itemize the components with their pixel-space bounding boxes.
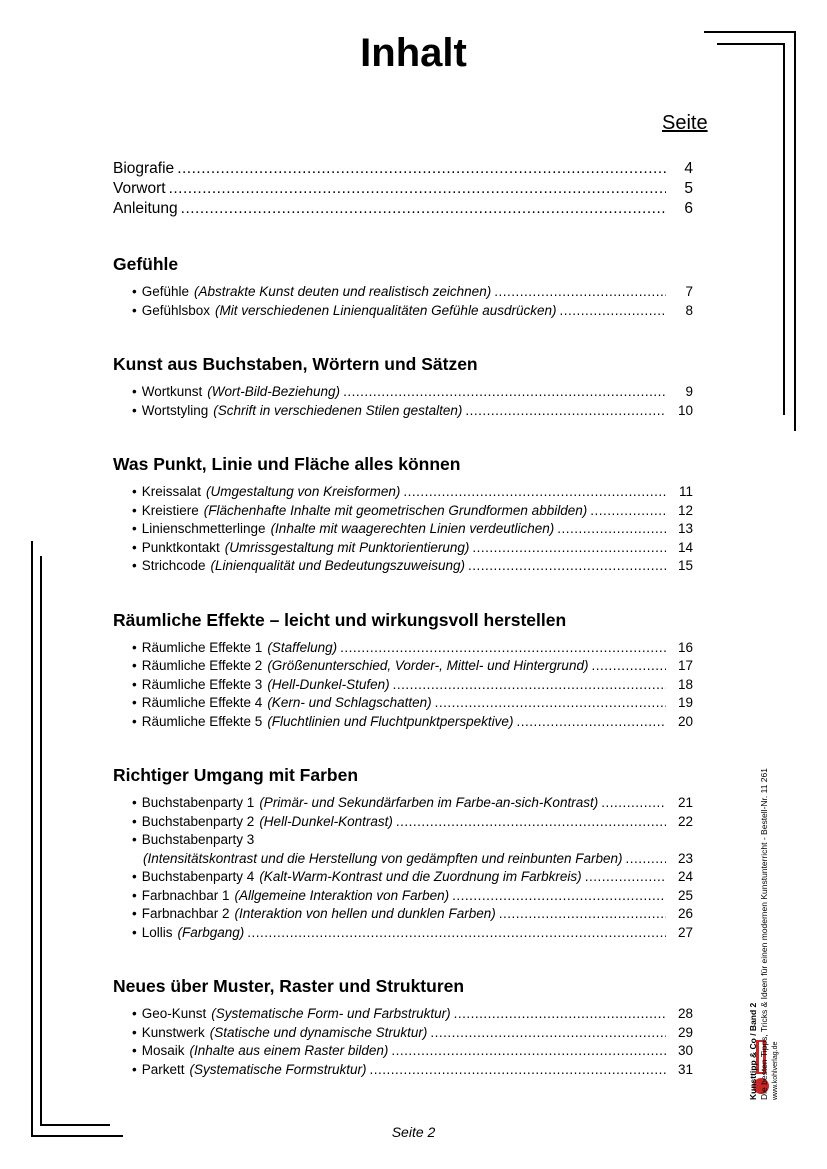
bullet-icon: • bbox=[132, 502, 137, 518]
toc-entry-label: Buchstabenparty 4 bbox=[141, 869, 255, 884]
toc-entry-description: (Größenunterschied, Vorder-, Mittel- und Hintergrund) bbox=[267, 658, 589, 673]
toc-entry-page: 15 bbox=[677, 558, 693, 573]
section-heading: Richtiger Umgang mit Farben bbox=[113, 765, 359, 785]
page-column-header: Seite bbox=[662, 112, 708, 134]
toc-entry-label: Räumliche Effekte 3 bbox=[141, 676, 263, 692]
toc-entry-description: (Kern- und Schlagschatten) bbox=[267, 695, 432, 710]
toc-entry[interactable] bbox=[113, 403, 693, 422]
bullet-icon: • bbox=[132, 906, 137, 921]
toc-entry[interactable] bbox=[113, 503, 693, 522]
toc-entry-label: Linienschmetterlinge bbox=[141, 521, 266, 536]
toc-entry-page: 4 bbox=[684, 160, 693, 177]
toc-entry-page: 13 bbox=[677, 521, 693, 536]
bullet-icon: • bbox=[132, 887, 137, 903]
toc-entry-label: Vorwort bbox=[113, 180, 166, 197]
toc-entry[interactable] bbox=[113, 814, 693, 833]
toc-entry-page: 6 bbox=[684, 200, 693, 217]
toc-entry[interactable] bbox=[113, 832, 693, 851]
toc-entry-page: 31 bbox=[677, 1061, 693, 1077]
toc-entry-description: (Umgestaltung von Kreisformen) bbox=[206, 484, 401, 499]
toc-entry[interactable] bbox=[113, 200, 693, 220]
toc-entry-page: 20 bbox=[677, 713, 693, 729]
toc-entry-page: 17 bbox=[677, 658, 693, 673]
toc-entry-page: 11 bbox=[678, 484, 693, 499]
toc-entry[interactable] bbox=[113, 540, 693, 559]
toc-entry[interactable] bbox=[113, 640, 693, 659]
toc-entry-label: Anleitung bbox=[113, 200, 178, 217]
toc-entry-label: Buchstabenparty 2 bbox=[141, 813, 255, 829]
toc-leader-dots bbox=[465, 403, 666, 418]
toc-entry-label: Räumliche Effekte 5 bbox=[141, 713, 263, 729]
toc-leader-dots bbox=[626, 851, 666, 866]
toc-entry[interactable] bbox=[113, 906, 693, 925]
toc-entry-label: Räumliche Effekte 2 bbox=[141, 658, 263, 673]
toc-leader-dots bbox=[560, 303, 667, 318]
toc-leader-dots bbox=[468, 558, 666, 573]
toc-entry[interactable] bbox=[113, 284, 693, 303]
toc-entry-page: 14 bbox=[677, 539, 693, 555]
toc-entry-label: Mosaik bbox=[141, 1043, 185, 1058]
toc-leader-dots bbox=[403, 484, 666, 499]
toc-entry-page: 16 bbox=[677, 639, 693, 655]
toc-entry-page: 27 bbox=[677, 924, 693, 940]
toc-entry-description: (Hell-Dunkel-Kontrast) bbox=[259, 813, 393, 829]
toc-entry[interactable] bbox=[113, 384, 693, 403]
toc-leader-dots bbox=[591, 658, 666, 673]
frame-bottom-left-v2 bbox=[40, 556, 42, 1126]
toc-leader-dots bbox=[472, 540, 666, 555]
toc-entry-description: (Kalt-Warm-Kontrast und die Zuordnung im Farbkreis) bbox=[259, 869, 582, 884]
toc-entry-description: (Wort-Bild-Beziehung) bbox=[207, 384, 341, 399]
frame-top-right-v1 bbox=[794, 31, 796, 431]
toc-entry-label: Kunstwerk bbox=[141, 1024, 205, 1040]
toc-entry-description: (Umrissgestaltung mit Punktorientierung) bbox=[224, 539, 470, 555]
bullet-icon: • bbox=[132, 695, 137, 710]
toc-entry-page: 8 bbox=[685, 302, 693, 318]
bullet-icon: • bbox=[132, 558, 137, 573]
side-imprint-url: www.kohlverlag.de bbox=[772, 1041, 779, 1100]
toc-leader-dots bbox=[494, 284, 666, 299]
toc-leader-dots bbox=[247, 925, 666, 940]
toc-entry-page: 18 bbox=[677, 676, 693, 692]
bullet-icon: • bbox=[132, 484, 137, 499]
toc-leader-dots bbox=[343, 384, 666, 399]
toc-entry[interactable] bbox=[113, 558, 693, 577]
toc-entry-label: Wortkunst bbox=[141, 384, 203, 399]
toc-entry-description: (Schrift in verschiedenen Stilen gestalten) bbox=[213, 402, 463, 418]
toc-entry-description: (Linienqualität und Bedeutungszuweisung) bbox=[210, 558, 465, 573]
bullet-icon: • bbox=[132, 539, 137, 555]
toc-entry-page: 29 bbox=[677, 1024, 693, 1040]
toc-entry-label: Gefühlsbox bbox=[141, 302, 211, 318]
bullet-icon: • bbox=[132, 832, 137, 847]
toc-entry-label: Biografie bbox=[113, 160, 175, 177]
toc-leader-dots bbox=[370, 1062, 666, 1077]
section-heading: Was Punkt, Linie und Fläche alles können bbox=[113, 454, 461, 474]
table-of-contents bbox=[113, 160, 693, 1080]
side-imprint bbox=[748, 768, 781, 1100]
toc-entry-label: Räumliche Effekte 4 bbox=[141, 695, 263, 710]
toc-entry-description: (Hell-Dunkel-Stufen) bbox=[267, 676, 390, 692]
toc-leader-dots bbox=[435, 695, 666, 710]
toc-entry-page: 5 bbox=[684, 180, 693, 197]
toc-entry-label: Punktkontakt bbox=[141, 539, 220, 555]
toc-leader-dots bbox=[177, 160, 666, 178]
toc-entry-page: 23 bbox=[677, 850, 693, 866]
toc-leader-dots bbox=[454, 1006, 666, 1021]
bullet-icon: • bbox=[132, 521, 137, 536]
toc-leader-dots bbox=[601, 795, 666, 810]
toc-entry[interactable] bbox=[113, 1006, 693, 1025]
section-heading: Gefühle bbox=[113, 254, 179, 274]
toc-entry-label: Farbnachbar 2 bbox=[141, 906, 230, 921]
toc-entry[interactable] bbox=[113, 888, 693, 907]
side-imprint-subtitle: Die besten Tipps, Tricks & Ideen für einen modernen Kunstunterricht - Bestell-Nr. 11 261 bbox=[759, 768, 769, 1100]
toc-entry-label: Räumliche Effekte 1 bbox=[141, 639, 263, 655]
toc-entry-page: 7 bbox=[685, 284, 693, 299]
toc-entry[interactable] bbox=[113, 714, 693, 733]
toc-entry-description: (Abstrakte Kunst deuten und realistisch zeichnen) bbox=[194, 284, 492, 299]
toc-entry-description: (Staffelung) bbox=[267, 639, 338, 655]
toc-leader-dots bbox=[590, 503, 666, 518]
toc-leader-dots bbox=[391, 1043, 666, 1058]
toc-leader-dots bbox=[181, 200, 666, 218]
toc-entry-description: (Allgemeine Interaktion von Farben) bbox=[234, 887, 450, 903]
section-heading: Kunst aus Buchstaben, Wörtern und Sätzen bbox=[113, 354, 478, 374]
toc-entry-label: Kreissalat bbox=[141, 484, 202, 499]
toc-entry-page: 19 bbox=[677, 695, 693, 710]
bullet-icon: • bbox=[132, 1006, 137, 1021]
bullet-icon: • bbox=[132, 676, 137, 692]
toc-entry-page: 12 bbox=[677, 502, 693, 518]
toc-entry[interactable] bbox=[113, 160, 693, 180]
bullet-icon: • bbox=[132, 795, 137, 810]
toc-entry-continuation[interactable] bbox=[113, 851, 693, 870]
section-heading: Räumliche Effekte – leicht und wirkungsvoll herstellen bbox=[113, 609, 567, 630]
bullet-icon: • bbox=[132, 1061, 137, 1077]
toc-entry-label: Gefühle bbox=[141, 284, 190, 299]
bullet-icon: • bbox=[132, 924, 137, 940]
toc-entry-description: (Statische und dynamische Struktur) bbox=[209, 1024, 428, 1040]
toc-entry-page: 21 bbox=[677, 795, 693, 810]
toc-entry-page: 9 bbox=[685, 384, 693, 399]
toc-leader-dots bbox=[430, 1025, 666, 1040]
toc-entry-description: (Primär- und Sekundärfarben im Farbe-an-sich-Kontrast) bbox=[259, 795, 599, 810]
toc-entry-page: 28 bbox=[677, 1006, 693, 1021]
toc-leader-dots bbox=[499, 906, 666, 921]
toc-leader-dots bbox=[516, 714, 666, 729]
toc-entry-page: 10 bbox=[677, 402, 693, 418]
toc-entry[interactable] bbox=[113, 1043, 693, 1062]
toc-entry-description: (Inhalte mit waagerechten Linien verdeutlichen) bbox=[270, 521, 555, 536]
toc-leader-dots bbox=[557, 521, 666, 536]
toc-entry-label: Wortstyling bbox=[141, 402, 209, 418]
page-title: Inhalt bbox=[360, 31, 467, 75]
toc-entry-label: Kreistiere bbox=[141, 502, 199, 518]
toc-entry[interactable] bbox=[113, 484, 693, 503]
toc-entry-description: (Systematische Formstruktur) bbox=[189, 1061, 367, 1077]
toc-entry-page: 25 bbox=[677, 887, 693, 903]
toc-entry-description: (Inhalte aus einem Raster bilden) bbox=[189, 1043, 389, 1058]
bullet-icon: • bbox=[132, 384, 137, 399]
toc-entry-label: Lollis bbox=[141, 924, 173, 940]
toc-entry[interactable] bbox=[113, 1062, 693, 1081]
toc-entry-description: (Flächenhafte Inhalte mit geometrischen Grundformen abbilden) bbox=[203, 502, 588, 518]
toc-entry-description: (Mit verschiedenen Linienqualitäten Gefühle ausdrücken) bbox=[215, 302, 557, 318]
bullet-icon: • bbox=[132, 284, 137, 299]
toc-entry-page: 26 bbox=[677, 906, 693, 921]
side-imprint-series: Kunsttipp & Co / Band 2 bbox=[748, 1002, 758, 1100]
bullet-icon: • bbox=[132, 1043, 137, 1058]
bullet-icon: • bbox=[132, 402, 137, 418]
bullet-icon: • bbox=[132, 1024, 137, 1040]
toc-entry-label: Buchstabenparty 1 bbox=[141, 795, 255, 810]
toc-entry-description: (Interaktion von hellen und dunklen Farben) bbox=[234, 906, 496, 921]
bullet-icon: • bbox=[132, 713, 137, 729]
bullet-icon: • bbox=[132, 302, 137, 318]
toc-entry[interactable] bbox=[113, 925, 693, 944]
toc-leader-dots bbox=[396, 814, 666, 829]
toc-leader-dots bbox=[393, 677, 666, 692]
toc-entry-page: 24 bbox=[677, 869, 693, 884]
toc-leader-dots bbox=[169, 180, 666, 198]
frame-top-right-v2 bbox=[783, 43, 785, 415]
bullet-icon: • bbox=[132, 639, 137, 655]
toc-leader-dots bbox=[340, 640, 666, 655]
toc-entry[interactable] bbox=[113, 695, 693, 714]
toc-entry-page: 30 bbox=[677, 1043, 693, 1058]
toc-entry[interactable] bbox=[113, 1025, 693, 1044]
toc-entry[interactable] bbox=[113, 658, 693, 677]
toc-entry-label: Buchstabenparty 3 bbox=[141, 832, 255, 847]
toc-entry-description: (Farbgang) bbox=[177, 924, 245, 940]
toc-entry[interactable] bbox=[113, 677, 693, 696]
toc-entry[interactable] bbox=[113, 869, 693, 888]
toc-entry-description: (Fluchtlinien und Fluchtpunktperspektive) bbox=[267, 713, 514, 729]
toc-entry[interactable] bbox=[113, 521, 693, 540]
toc-leader-dots bbox=[585, 869, 666, 884]
toc-entry-label: Farbnachbar 1 bbox=[141, 887, 230, 903]
toc-entry-label: Strichcode bbox=[141, 558, 206, 573]
bullet-icon: • bbox=[132, 813, 137, 829]
bullet-icon: • bbox=[132, 658, 137, 673]
toc-entry-page: 22 bbox=[677, 813, 693, 829]
section-heading: Neues über Muster, Raster und Strukturen bbox=[113, 976, 465, 996]
toc-entry-label: Parkett bbox=[141, 1061, 185, 1077]
frame-bottom-left-v1 bbox=[31, 541, 33, 1137]
toc-entry-label: Geo-Kunst bbox=[141, 1006, 207, 1021]
toc-entry[interactable] bbox=[113, 795, 693, 814]
toc-entry[interactable] bbox=[113, 180, 693, 200]
toc-leader-dots bbox=[452, 888, 666, 903]
bullet-icon: • bbox=[132, 869, 137, 884]
toc-entry-description: (Systematische Form- und Farbstruktur) bbox=[211, 1006, 451, 1021]
toc-entry-description: (Intensitätskontrast und die Herstellung von gedämpften und reinbunten Farben) bbox=[143, 850, 623, 866]
page-footer: Seite 2 bbox=[391, 1124, 436, 1140]
toc-entry[interactable] bbox=[113, 303, 693, 322]
